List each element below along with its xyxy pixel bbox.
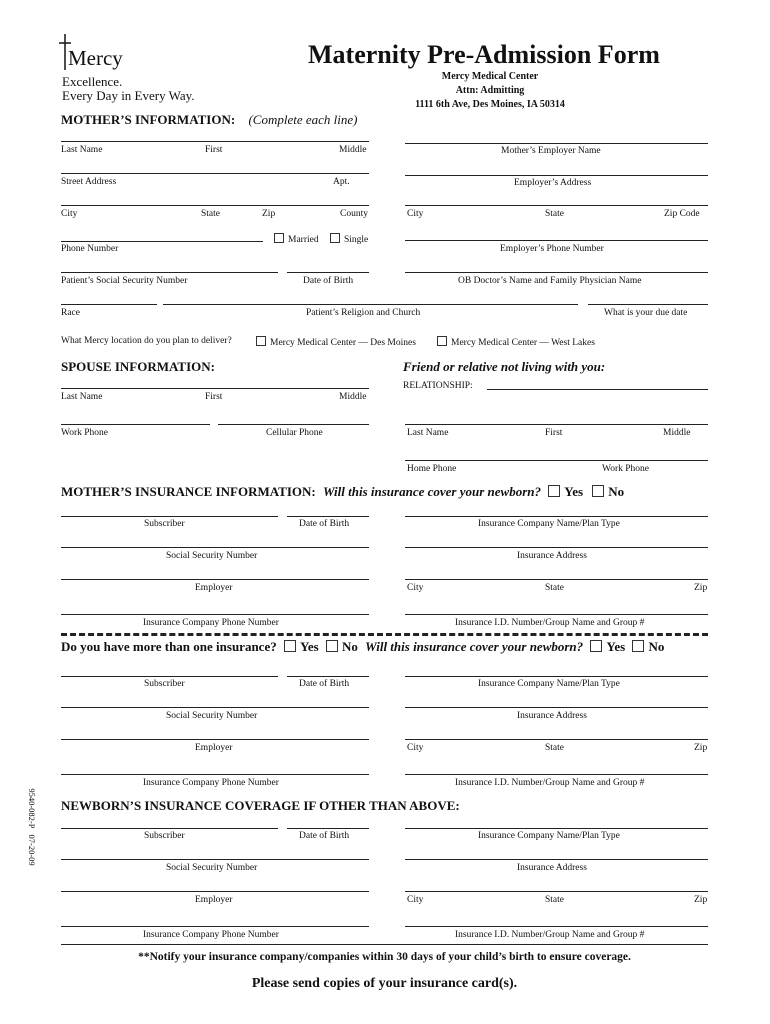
second-cover-newborn-question: Will this insurance cover your newborn?	[365, 639, 584, 654]
ins3-subscriber-line[interactable]	[61, 828, 278, 829]
ins2-ssn-line[interactable]	[61, 707, 369, 708]
ins1-zip-label: Zip	[694, 583, 708, 593]
second-ins-no-checkbox[interactable]	[326, 640, 338, 652]
ins1-state-label: State	[545, 583, 564, 593]
ins2-subscriber-label: Subscriber	[144, 679, 185, 689]
friend-last-name-label: Last Name	[407, 428, 449, 438]
employer-city-line[interactable]	[405, 205, 708, 206]
spouse-cell-phone-label: Cellular Phone	[266, 428, 323, 438]
ins2-city-line[interactable]	[405, 739, 708, 740]
friend-phone-line[interactable]	[405, 460, 708, 461]
ins3-id-label: Insurance I.D. Number/Group Name and Group #	[455, 930, 645, 940]
ins3-phone-line[interactable]	[61, 926, 369, 927]
single-checkbox[interactable]	[330, 233, 340, 243]
address-line-2: Attn: Admitting	[455, 85, 525, 96]
ins2-company-line[interactable]	[405, 676, 708, 677]
friend-heading: Friend or relative not living with you:	[403, 359, 606, 374]
friend-name-line[interactable]	[405, 424, 708, 425]
ins3-zip-label: Zip	[694, 895, 708, 905]
second-ins-no-option[interactable]: No	[326, 639, 358, 654]
ins3-employer-line[interactable]	[61, 891, 369, 892]
second-cover-no-option[interactable]: No	[632, 639, 664, 654]
relationship-line[interactable]	[487, 389, 708, 390]
ins3-ssn-line[interactable]	[61, 859, 369, 860]
married-checkbox[interactable]	[274, 233, 284, 243]
ob-doctor-line[interactable]	[405, 272, 708, 273]
logo-brand: Mercy	[68, 46, 123, 70]
ins3-address-label: Insurance Address	[517, 863, 587, 873]
location-question: What Mercy location do you plan to deliver?	[61, 336, 232, 346]
relationship-label: RELATIONSHIP:	[403, 381, 473, 391]
address-block	[380, 70, 600, 112]
ob-doctor-label: OB Doctor’s Name and Family Physician Name	[458, 276, 642, 286]
friend-home-phone-label: Home Phone	[407, 464, 457, 474]
name-line[interactable]	[61, 141, 369, 142]
spouse-heading: SPOUSE INFORMATION:	[61, 359, 215, 374]
ins2-state-label: State	[545, 743, 564, 753]
ins2-address-line[interactable]	[405, 707, 708, 708]
ins1-address-label: Insurance Address	[517, 551, 587, 561]
ins2-subscriber-line[interactable]	[61, 676, 278, 677]
ins1-employer-label: Employer	[195, 583, 233, 593]
second-cover-yes-checkbox[interactable]	[590, 640, 602, 652]
race-label: Race	[61, 308, 80, 318]
friend-first-name-label: First	[545, 428, 563, 438]
spouse-work-phone-label: Work Phone	[61, 428, 108, 438]
second-cover-yes-option[interactable]: Yes	[590, 639, 625, 654]
ins2-company-label: Insurance Company Name/Plan Type	[478, 679, 620, 689]
phone-line[interactable]	[61, 241, 263, 242]
religion-line[interactable]	[163, 304, 578, 305]
employer-phone-label: Employer’s Phone Number	[500, 244, 604, 254]
ins1-phone-label: Insurance Company Phone Number	[143, 618, 279, 628]
ins2-phone-line[interactable]	[61, 774, 369, 775]
logo-tagline-2: Every Day in Every Way.	[62, 88, 195, 103]
cover-newborn-question: Will this insurance cover your newborn?	[322, 484, 541, 499]
friend-work-phone-label: Work Phone	[602, 464, 649, 474]
ins2-address-label: Insurance Address	[517, 711, 587, 721]
ins3-state-label: State	[545, 895, 564, 905]
ins1-ssn-line[interactable]	[61, 547, 369, 548]
ins3-dob-line[interactable]	[287, 828, 369, 829]
spouse-work-phone-line[interactable]	[61, 424, 210, 425]
ins2-id-label: Insurance I.D. Number/Group Name and Group #	[455, 778, 645, 788]
employer-city-label: City	[407, 209, 424, 219]
ins1-phone-line[interactable]	[61, 614, 369, 615]
ins3-city-label: City	[407, 895, 424, 905]
ins3-phone-label: Insurance Company Phone Number	[143, 930, 279, 940]
dashed-separator	[61, 633, 708, 636]
married-option[interactable]: Married	[274, 233, 319, 246]
middle-name-label: Middle	[339, 145, 367, 155]
ins1-company-line[interactable]	[405, 516, 708, 517]
employer-zip-label: Zip Code	[664, 209, 700, 219]
dob-line[interactable]	[287, 272, 369, 273]
spouse-name-line[interactable]	[61, 388, 369, 389]
ins2-employer-line[interactable]	[61, 739, 369, 740]
race-line[interactable]	[61, 304, 157, 305]
ins1-dob-line[interactable]	[287, 516, 369, 517]
ins3-company-label: Insurance Company Name/Plan Type	[478, 831, 620, 841]
dob-label: Date of Birth	[303, 276, 354, 286]
phone-label: Phone Number	[61, 244, 119, 254]
address-line-3: 1111 6th Ave, Des Moines, IA 50314	[415, 99, 565, 110]
due-date-label: What is your due date	[604, 308, 688, 318]
employer-state-label: State	[545, 209, 564, 219]
street-label: Street Address	[61, 177, 117, 187]
employer-label: Mother’s Employer Name	[501, 146, 601, 156]
mother-info-heading: MOTHER’S INFORMATION: (Complete each line)	[61, 112, 358, 127]
complete-note: (Complete each line)	[248, 112, 358, 127]
ins1-subscriber-line[interactable]	[61, 516, 278, 517]
religion-label: Patient’s Religion and Church	[306, 308, 421, 318]
ins1-ssn-label: Social Security Number	[166, 551, 258, 561]
logo	[58, 34, 208, 104]
location-west-lakes-option[interactable]: Mercy Medical Center — West Lakes	[437, 336, 595, 349]
last-name-label: Last Name	[61, 145, 103, 155]
employer-line[interactable]	[405, 143, 708, 144]
friend-middle-name-label: Middle	[663, 428, 691, 438]
ins3-city-line[interactable]	[405, 891, 708, 892]
city-line[interactable]	[61, 205, 369, 206]
apt-label: Apt.	[333, 177, 350, 187]
west-lakes-checkbox[interactable]	[437, 336, 447, 346]
ins2-id-line[interactable]	[405, 774, 708, 775]
city-label: City	[61, 209, 78, 219]
copies-notice: Please send copies of your insurance card(s).	[251, 976, 518, 991]
spouse-middle-name-label: Middle	[339, 392, 367, 402]
ins1-address-line[interactable]	[405, 547, 708, 548]
form-code: 9540-082-P 07-20-09	[27, 788, 37, 866]
employer-address-line[interactable]	[405, 175, 708, 176]
ins3-address-line[interactable]	[405, 859, 708, 860]
employer-address-label: Employer’s Address	[514, 178, 592, 188]
second-ins-yes-checkbox[interactable]	[284, 640, 296, 652]
ins2-phone-label: Insurance Company Phone Number	[143, 778, 279, 788]
spouse-cell-phone-line[interactable]	[218, 424, 369, 425]
cover-newborn-no-option[interactable]: No	[592, 484, 624, 499]
ins2-ssn-label: Social Security Number	[166, 711, 258, 721]
ins1-dob-label: Date of Birth	[299, 519, 350, 529]
location-des-moines-option[interactable]: Mercy Medical Center — Des Moines	[256, 336, 416, 349]
ins1-employer-line[interactable]	[61, 579, 369, 580]
ins2-zip-label: Zip	[694, 743, 708, 753]
county-label: County	[340, 209, 368, 219]
ssn-label: Patient’s Social Security Number	[61, 276, 188, 286]
ins1-id-line[interactable]	[405, 614, 708, 615]
spouse-first-name-label: First	[205, 392, 223, 402]
zip-label: Zip	[262, 209, 276, 219]
cover-newborn-no-checkbox[interactable]	[592, 485, 604, 497]
street-line[interactable]	[61, 173, 369, 174]
des-moines-checkbox[interactable]	[256, 336, 266, 346]
second-cover-no-checkbox[interactable]	[632, 640, 644, 652]
form-title: Maternity Pre-Admission Form	[308, 40, 660, 69]
notify-notice: **Notify your insurance company/companies within 30 days of your child’s birth to ensure coverage.	[138, 951, 631, 963]
due-date-line[interactable]	[588, 304, 708, 305]
cover-newborn-yes-checkbox[interactable]	[548, 485, 560, 497]
ins2-city-label: City	[407, 743, 424, 753]
ins3-employer-label: Employer	[195, 895, 233, 905]
footer-rule	[61, 944, 708, 945]
ins3-company-line[interactable]	[405, 828, 708, 829]
ins2-dob-line[interactable]	[287, 676, 369, 677]
ins3-ssn-label: Social Security Number	[166, 863, 258, 873]
ssn-line[interactable]	[61, 272, 278, 273]
state-label: State	[201, 209, 220, 219]
ins3-subscriber-label: Subscriber	[144, 831, 185, 841]
ins1-company-label: Insurance Company Name/Plan Type	[478, 519, 620, 529]
second-insurance-question: Do you have more than one insurance? Yes No Will this insurance cover your newborn? Yes No	[61, 639, 665, 654]
employer-phone-line[interactable]	[405, 240, 708, 241]
single-option[interactable]: Single	[330, 233, 368, 246]
newborn-insurance-heading: NEWBORN’S INSURANCE COVERAGE IF OTHER THAN ABOVE:	[61, 798, 460, 813]
ins1-city-label: City	[407, 583, 424, 593]
ins1-city-line[interactable]	[405, 579, 708, 580]
cover-newborn-yes-option[interactable]: Yes	[548, 484, 583, 499]
ins1-id-label: Insurance I.D. Number/Group Name and Group #	[455, 618, 645, 628]
address-line-1: Mercy Medical Center	[441, 71, 539, 82]
ins2-employer-label: Employer	[195, 743, 233, 753]
first-name-label: First	[205, 145, 223, 155]
ins1-subscriber-label: Subscriber	[144, 519, 185, 529]
ins2-dob-label: Date of Birth	[299, 679, 350, 689]
spouse-last-name-label: Last Name	[61, 392, 103, 402]
logo-tagline-1: Excellence.	[62, 74, 123, 89]
mother-insurance-heading: MOTHER’S INSURANCE INFORMATION: Will this insurance cover your newborn? Yes No	[61, 484, 625, 499]
ins3-dob-label: Date of Birth	[299, 831, 350, 841]
ins3-id-line[interactable]	[405, 926, 708, 927]
second-ins-yes-option[interactable]: Yes	[284, 639, 319, 654]
